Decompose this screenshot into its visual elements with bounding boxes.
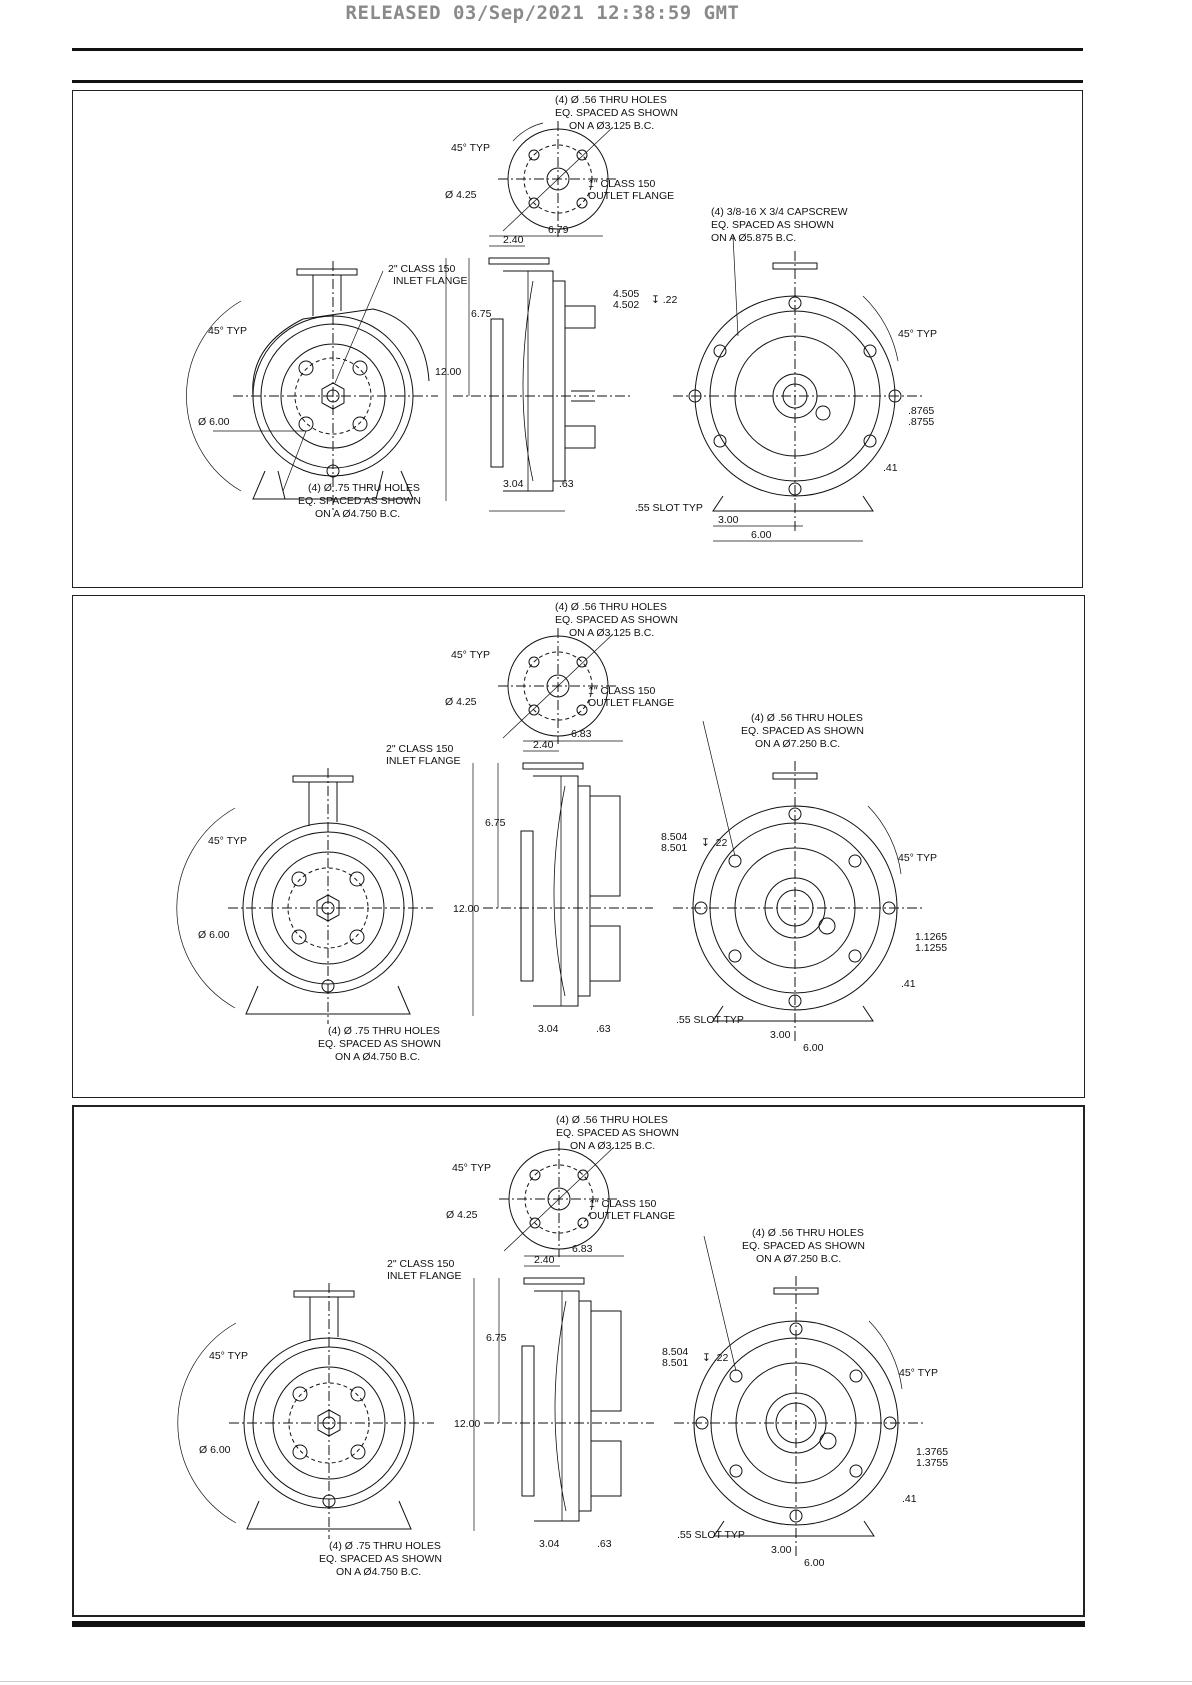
- drawing-stroke: [489, 258, 549, 264]
- bottom-bc-note: ON A Ø4.750 B.C.: [335, 1051, 421, 1063]
- drawing-stroke: [578, 786, 590, 996]
- drawing-stroke: [590, 796, 620, 896]
- outlet-label-1: 1" CLASS 150: [588, 178, 656, 190]
- shaft-top: 1.1265: [915, 931, 948, 943]
- top-eq-note: EQ. SPACED AS SHOWN: [555, 614, 678, 626]
- top-bc-note: ON A Ø3.125 B.C.: [570, 1140, 656, 1152]
- flange-dia: Ø 4.25: [446, 1209, 478, 1221]
- inlet-label-1: 2" CLASS 150: [386, 743, 454, 755]
- header-rule-bottom: [72, 80, 1083, 83]
- drawing-stroke: [849, 855, 861, 867]
- dim-022: ↧ .22: [701, 837, 728, 849]
- drawing-stroke: [555, 1291, 566, 1521]
- bore-bot: 8.501: [662, 1357, 689, 1369]
- drawing-panel-2: [72, 595, 1085, 1098]
- drawing-stroke: [577, 198, 587, 208]
- outlet-label-1: 1" CLASS 150: [589, 1198, 657, 1210]
- dim-063: .63: [559, 478, 574, 490]
- header-rule-top: [72, 48, 1083, 51]
- footer-rule: [72, 1621, 1085, 1627]
- drawing-stroke: [730, 1370, 742, 1382]
- top-bc-note: ON A Ø3.125 B.C.: [569, 120, 655, 132]
- bottom-holes-note: (4) Ø .75 THRU HOLES: [308, 482, 420, 494]
- top-bc-note: ON A Ø3.125 B.C.: [569, 627, 655, 639]
- right-note-3: ON A Ø5.875 B.C.: [711, 232, 797, 244]
- drawing-stroke: [703, 721, 735, 856]
- shaft-top: .8765: [908, 405, 935, 417]
- shaft-bot: 1.3755: [916, 1457, 949, 1469]
- slot-note: .55 SLOT TYP: [676, 1014, 744, 1026]
- body-dia: Ø 6.00: [198, 929, 230, 941]
- drawing-stroke: [523, 763, 583, 769]
- outlet-label-1: 1" CLASS 150: [588, 685, 656, 697]
- dim-240: 2.40: [534, 1254, 555, 1266]
- bottom-holes-note: (4) Ø .75 THRU HOLES: [328, 1025, 440, 1037]
- bore-top: 8.504: [661, 831, 688, 843]
- bottom-bc-note: ON A Ø4.750 B.C.: [336, 1566, 422, 1578]
- dim-300: 3.00: [771, 1544, 792, 1556]
- dim-600: 6.00: [804, 1557, 825, 1569]
- inlet-label-1: 2" CLASS 150: [388, 263, 456, 275]
- drawing-stroke: [513, 123, 543, 141]
- width-dim: 6.83: [572, 1243, 593, 1255]
- drawing-stroke: [351, 1445, 365, 1459]
- shaft-bot: 1.1255: [915, 942, 948, 954]
- right-angle: 45° TYP: [898, 328, 938, 340]
- dim-022: ↧ .22: [651, 294, 678, 306]
- drawing-stroke: [578, 1218, 588, 1228]
- drawing-stroke: [579, 1301, 591, 1511]
- right-note-1: (4) 3/8-16 X 3/4 CAPSCREW: [711, 206, 848, 218]
- top-angle: 45° TYP: [452, 1162, 492, 1174]
- drawing-stroke: [590, 926, 620, 981]
- top-eq-note: EQ. SPACED AS SHOWN: [555, 107, 678, 119]
- shaft-top: 1.3765: [916, 1446, 949, 1458]
- right-note-1: (4) Ø .56 THRU HOLES: [752, 1227, 864, 1239]
- right-note-2: EQ. SPACED AS SHOWN: [711, 219, 834, 231]
- dim-041: .41: [883, 462, 898, 474]
- front-angle: 45° TYP: [208, 325, 248, 337]
- drawing-stroke: [294, 1291, 354, 1297]
- width-dim: 6.83: [571, 728, 592, 740]
- bottom-bc-note: ON A Ø4.750 B.C.: [315, 508, 401, 520]
- pump-drawing-2: [73, 596, 1086, 1099]
- drawing-stroke: [309, 782, 337, 826]
- drawing-stroke: [299, 361, 313, 375]
- drawing-stroke: [553, 281, 565, 481]
- pump-drawing-3: [74, 1107, 1087, 1619]
- dim-041: .41: [902, 1493, 917, 1505]
- drawing-stroke: [350, 930, 364, 944]
- drawing-stroke: [351, 1387, 365, 1401]
- bore-bot: 4.502: [613, 299, 640, 311]
- dim-600: 6.00: [751, 529, 772, 541]
- drawing-stroke: [521, 831, 533, 981]
- right-note-3: ON A Ø7.250 B.C.: [756, 1253, 842, 1265]
- drawing-stroke: [816, 406, 830, 420]
- drawing-stroke: [868, 806, 901, 874]
- drawing-stroke: [565, 306, 595, 328]
- drawing-stroke: [577, 705, 587, 715]
- drawing-stroke: [819, 918, 835, 934]
- slot-note: .55 SLOT TYP: [635, 502, 703, 514]
- drawing-stroke: [292, 872, 306, 886]
- drawing-stroke: [524, 1278, 584, 1284]
- drawing-stroke: [533, 776, 578, 1006]
- front-angle: 45° TYP: [209, 1350, 249, 1362]
- dim-1200: 12.00: [453, 903, 480, 915]
- drawing-stroke: [293, 1387, 307, 1401]
- drawing-stroke: [297, 269, 357, 275]
- body-dia: Ø 6.00: [198, 416, 230, 428]
- body-dia: Ø 6.00: [199, 1444, 231, 1456]
- drawing-stroke: [292, 930, 306, 944]
- drawing-stroke: [578, 1170, 588, 1180]
- outlet-label-2: OUTLET FLANGE: [588, 697, 675, 709]
- outlet-label-2: OUTLET FLANGE: [588, 190, 675, 202]
- drawing-stroke: [704, 1236, 736, 1371]
- dim-240: 2.40: [533, 739, 554, 751]
- dim-063: .63: [597, 1538, 612, 1550]
- drawing-stroke: [534, 1291, 579, 1521]
- drawing-stroke: [850, 1465, 862, 1477]
- drawing-stroke: [869, 1321, 902, 1389]
- dim-600: 6.00: [803, 1042, 824, 1054]
- drawing-stroke: [310, 1297, 338, 1341]
- drawing-stroke: [523, 271, 533, 491]
- front-angle: 45° TYP: [208, 835, 248, 847]
- drawing-panel-1: [72, 90, 1083, 588]
- release-stamp: RELEASED 03/Sep/2021 12:38:59 GMT: [345, 2, 740, 24]
- drawing-stroke: [577, 150, 587, 160]
- inlet-label-2: INLET FLANGE: [386, 755, 461, 767]
- drawing-stroke: [729, 855, 741, 867]
- pump-drawing-1: [73, 91, 1084, 589]
- drawing-stroke: [491, 319, 503, 467]
- dim-1200: 12.00: [454, 1418, 481, 1430]
- drawing-stroke: [253, 309, 429, 396]
- drawing-stroke: [293, 1445, 307, 1459]
- drawing-stroke: [299, 417, 313, 431]
- right-note-3: ON A Ø7.250 B.C.: [755, 738, 841, 750]
- drawing-stroke: [591, 1311, 621, 1411]
- top-angle: 45° TYP: [451, 649, 491, 661]
- top-holes-note: (4) Ø .56 THRU HOLES: [555, 601, 667, 613]
- right-angle: 45° TYP: [898, 852, 938, 864]
- dim-1200: 12.00: [435, 366, 462, 378]
- dim-041: .41: [901, 978, 916, 990]
- drawing-stroke: [850, 1370, 862, 1382]
- flange-dia: Ø 4.25: [445, 189, 477, 201]
- drawing-stroke: [313, 275, 341, 316]
- page-bottom-line: [0, 1681, 1192, 1682]
- dim-304: 3.04: [539, 1538, 560, 1550]
- dim-240: 2.40: [503, 234, 524, 246]
- drawing-stroke: [565, 426, 595, 448]
- drawing-stroke: [350, 872, 364, 886]
- drawing-stroke: [849, 950, 861, 962]
- drawing-stroke: [591, 1441, 621, 1496]
- slot-note: .55 SLOT TYP: [677, 1529, 745, 1541]
- drawing-stroke: [353, 417, 367, 431]
- right-note-2: EQ. SPACED AS SHOWN: [742, 1240, 865, 1252]
- drawing-stroke: [733, 236, 738, 336]
- drawing-stroke: [730, 1465, 742, 1477]
- drawing-stroke: [293, 776, 353, 782]
- flange-dia: Ø 4.25: [445, 696, 477, 708]
- bore-top: 8.504: [662, 1346, 689, 1358]
- drawing-stroke: [554, 776, 565, 1006]
- dim-300: 3.00: [718, 514, 739, 526]
- dim-675: 6.75: [486, 1332, 507, 1344]
- bore-bot: 8.501: [661, 842, 688, 854]
- shaft-bot: .8755: [908, 416, 935, 428]
- dim-675: 6.75: [485, 817, 506, 829]
- right-note-1: (4) Ø .56 THRU HOLES: [751, 712, 863, 724]
- inlet-label-1: 2" CLASS 150: [387, 1258, 455, 1270]
- right-note-2: EQ. SPACED AS SHOWN: [741, 725, 864, 737]
- bottom-eq-note: EQ. SPACED AS SHOWN: [298, 495, 421, 507]
- drawing-stroke: [713, 496, 873, 511]
- dim-304: 3.04: [538, 1023, 559, 1035]
- top-eq-note: EQ. SPACED AS SHOWN: [556, 1127, 679, 1139]
- inlet-label-2: INLET FLANGE: [393, 275, 468, 287]
- top-angle: 45° TYP: [451, 142, 491, 154]
- dim-304: 3.04: [503, 478, 524, 490]
- dim-063: .63: [596, 1023, 611, 1035]
- width-dim: 6.79: [548, 224, 569, 236]
- bottom-holes-note: (4) Ø .75 THRU HOLES: [329, 1540, 441, 1552]
- inlet-label-2: INLET FLANGE: [387, 1270, 462, 1282]
- drawing-stroke: [353, 361, 367, 375]
- bottom-eq-note: EQ. SPACED AS SHOWN: [319, 1553, 442, 1565]
- dim-300: 3.00: [770, 1029, 791, 1041]
- drawing-panel-3: [72, 1105, 1085, 1617]
- top-holes-note: (4) Ø .56 THRU HOLES: [556, 1114, 668, 1126]
- drawing-stroke: [522, 1346, 534, 1496]
- drawing-stroke: [729, 950, 741, 962]
- bore-top: 4.505: [613, 288, 640, 300]
- right-angle: 45° TYP: [899, 1367, 939, 1379]
- dim-022: ↧ .22: [702, 1352, 729, 1364]
- outlet-label-2: OUTLET FLANGE: [589, 1210, 676, 1222]
- top-holes-note: (4) Ø .56 THRU HOLES: [555, 94, 667, 106]
- bottom-eq-note: EQ. SPACED AS SHOWN: [318, 1038, 441, 1050]
- drawing-stroke: [577, 657, 587, 667]
- dim-675: 6.75: [471, 308, 492, 320]
- drawing-stroke: [820, 1433, 836, 1449]
